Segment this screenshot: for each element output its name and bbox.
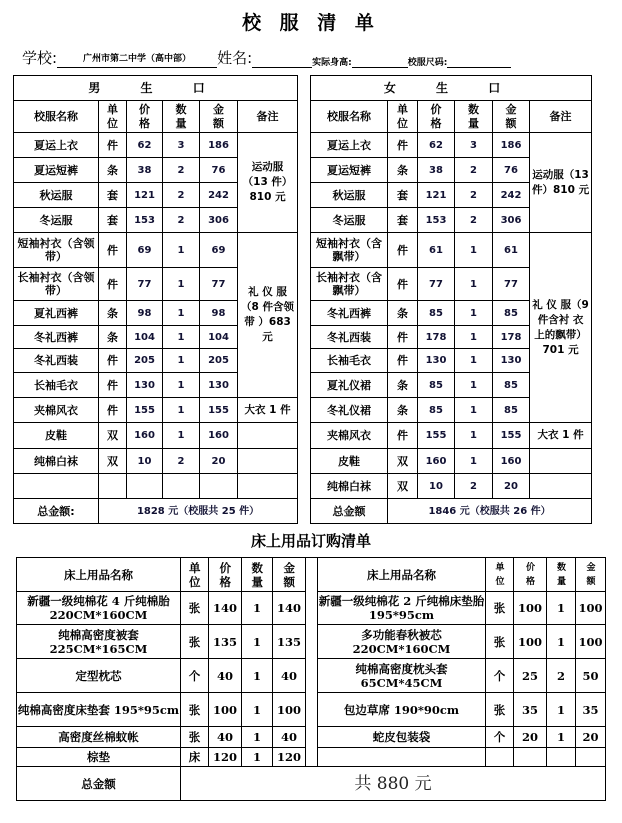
item-price: 160 xyxy=(127,423,163,449)
item-qty: 1 xyxy=(163,423,200,449)
bedding-name: 纯棉高密度被套 225CM*165CM xyxy=(17,625,181,659)
item-qty: 1 xyxy=(163,268,200,301)
item-remark: 运动服（13 件）810 元 xyxy=(530,133,592,233)
item-amount: 186 xyxy=(493,133,530,158)
item-amount: 20 xyxy=(493,474,530,499)
item-amount: 205 xyxy=(200,349,238,373)
column-header: 备注 xyxy=(238,101,298,133)
item-price: 69 xyxy=(127,233,163,268)
table-row xyxy=(311,133,592,158)
bedding-price xyxy=(514,748,547,767)
item-unit: 件 xyxy=(388,233,418,268)
column-header: 金额 xyxy=(493,101,530,133)
item-unit: 件 xyxy=(99,373,127,398)
item-price: 85 xyxy=(418,301,455,326)
item-amount: 306 xyxy=(493,208,530,233)
bedding-price: 120 xyxy=(209,748,242,767)
item-unit: 双 xyxy=(99,423,127,449)
column-header: 金额 xyxy=(273,558,306,592)
item-price: 85 xyxy=(418,373,455,398)
item-qty: 2 xyxy=(163,449,200,474)
item-unit: 条 xyxy=(388,373,418,398)
item-name: 冬礼西装 xyxy=(311,326,388,349)
school-value: 广州市第二中学（高中部） xyxy=(57,51,217,68)
item-price xyxy=(127,474,163,499)
table-row xyxy=(14,474,298,499)
bedding-price: 100 xyxy=(514,625,547,659)
item-name: 夏运上衣 xyxy=(14,133,99,158)
item-remark xyxy=(238,423,298,449)
item-name: 夏运短裤 xyxy=(311,158,388,183)
item-amount xyxy=(200,474,238,499)
column-header: 数量 xyxy=(547,558,576,592)
bedding-price: 40 xyxy=(209,659,242,693)
item-amount: 77 xyxy=(493,268,530,301)
item-price: 77 xyxy=(418,268,455,301)
bedding-name: 包边草席 190*90cm xyxy=(318,693,486,727)
item-amount: 130 xyxy=(493,349,530,373)
column-header: 数量 xyxy=(242,558,273,592)
item-unit: 套 xyxy=(99,183,127,208)
item-qty: 1 xyxy=(455,423,493,449)
bedding-qty: 1 xyxy=(547,592,576,625)
item-remark: 运动服（13 件）810 元 xyxy=(238,133,298,233)
item-name: 冬礼仪裙 xyxy=(311,398,388,423)
item-remark: 大衣 1 件 xyxy=(238,398,298,423)
item-price: 178 xyxy=(418,326,455,349)
size-field[interactable] xyxy=(447,51,511,68)
table-row xyxy=(14,423,298,449)
item-name: 夏运短裤 xyxy=(14,158,99,183)
bedding-unit: 张 xyxy=(486,693,514,727)
bedding-amount: 40 xyxy=(273,659,306,693)
item-unit: 条 xyxy=(388,301,418,326)
item-price: 62 xyxy=(127,133,163,158)
column-header: 数量 xyxy=(163,101,200,133)
bedding-qty: 1 xyxy=(242,727,273,748)
item-price: 10 xyxy=(127,449,163,474)
bedding-unit xyxy=(486,748,514,767)
item-name: 夹棉风衣 xyxy=(311,423,388,449)
item-price: 130 xyxy=(418,349,455,373)
bedding-name: 纯棉高密度枕头套 65CM*45CM xyxy=(318,659,486,693)
bedding-table xyxy=(16,557,606,801)
bedding-unit: 张 xyxy=(486,625,514,659)
bedding-name: 纯棉高密度床垫套 195*95cm xyxy=(17,693,181,727)
bedding-name: 定型枕芯 xyxy=(17,659,181,693)
total-value: 1828 元（校服共 25 件） xyxy=(99,499,298,524)
bedding-name: 新疆一级纯棉花 4 斤纯棉胎 220CM*160CM xyxy=(17,592,181,625)
bedding-qty: 2 xyxy=(547,659,576,693)
bedding-qty: 1 xyxy=(242,693,273,727)
bedding-qty: 1 xyxy=(242,592,273,625)
bedding-price: 20 xyxy=(514,727,547,748)
bedding-qty xyxy=(547,748,576,767)
item-amount: 98 xyxy=(200,301,238,326)
item-remark xyxy=(238,449,298,474)
item-price: 38 xyxy=(418,158,455,183)
bedding-name: 多功能春秋被芯 220CM*160CM xyxy=(318,625,486,659)
bedding-unit: 床 xyxy=(181,748,209,767)
item-qty: 1 xyxy=(455,301,493,326)
column-header: 床上用品名称 xyxy=(318,558,486,592)
bedding-unit: 张 xyxy=(181,625,209,659)
item-unit: 件 xyxy=(99,268,127,301)
item-price: 160 xyxy=(418,449,455,474)
column-header: 金额 xyxy=(576,558,606,592)
item-price: 38 xyxy=(127,158,163,183)
table-row xyxy=(311,423,592,449)
bedding-amount: 35 xyxy=(576,693,606,727)
item-name: 短袖衬衣（含飘带） xyxy=(311,233,388,268)
item-qty: 1 xyxy=(455,268,493,301)
size-label: 校服尺码: xyxy=(407,58,448,68)
item-qty: 1 xyxy=(455,398,493,423)
item-amount: 20 xyxy=(200,449,238,474)
item-amount: 242 xyxy=(200,183,238,208)
bedding-qty: 1 xyxy=(547,693,576,727)
bedding-amount: 100 xyxy=(576,592,606,625)
item-remark: 礼 仪 服（8 件含领 带 ）683 元 xyxy=(238,233,298,398)
item-qty: 1 xyxy=(163,233,200,268)
item-unit xyxy=(99,474,127,499)
item-qty: 2 xyxy=(455,474,493,499)
item-price: 130 xyxy=(127,373,163,398)
item-amount: 76 xyxy=(493,158,530,183)
item-unit: 双 xyxy=(99,449,127,474)
item-price: 155 xyxy=(127,398,163,423)
item-unit: 套 xyxy=(99,208,127,233)
column-header: 金额 xyxy=(200,101,238,133)
item-price: 155 xyxy=(418,423,455,449)
table-row xyxy=(14,233,298,268)
bedding-unit: 张 xyxy=(486,592,514,625)
item-amount: 85 xyxy=(493,398,530,423)
item-amount: 186 xyxy=(200,133,238,158)
bedding-unit: 张 xyxy=(181,727,209,748)
item-amount: 242 xyxy=(493,183,530,208)
item-price: 121 xyxy=(418,183,455,208)
bedding-qty: 1 xyxy=(242,748,273,767)
item-qty: 1 xyxy=(163,349,200,373)
column-header: 校服名称 xyxy=(14,101,99,133)
column-header: 单位 xyxy=(486,558,514,592)
name-label: 姓名: xyxy=(217,49,253,67)
bedding-price: 135 xyxy=(209,625,242,659)
item-unit: 件 xyxy=(99,133,127,158)
item-remark: 礼 仪 服（9 件含衬 衣 上的飘带）701 元 xyxy=(530,233,592,423)
item-remark xyxy=(530,474,592,499)
item-amount: 155 xyxy=(493,423,530,449)
item-unit: 条 xyxy=(388,398,418,423)
bedding-price: 25 xyxy=(514,659,547,693)
item-qty: 3 xyxy=(163,133,200,158)
column-header: 数量 xyxy=(455,101,493,133)
item-name: 皮鞋 xyxy=(14,423,99,449)
bedding-price: 40 xyxy=(209,727,242,748)
item-qty: 2 xyxy=(163,208,200,233)
item-name: 冬运服 xyxy=(14,208,99,233)
bedding-amount: 50 xyxy=(576,659,606,693)
item-amount: 155 xyxy=(200,398,238,423)
item-qty: 2 xyxy=(163,158,200,183)
column-header: 床上用品名称 xyxy=(17,558,181,592)
bedding-name: 高密度丝棉蚊帐 xyxy=(17,727,181,748)
page-title: 校 服 清 单 xyxy=(242,12,380,34)
item-name: 纯棉白袜 xyxy=(311,474,388,499)
item-amount: 178 xyxy=(493,326,530,349)
bedding-unit: 张 xyxy=(181,592,209,625)
item-unit: 件 xyxy=(388,423,418,449)
item-name: 皮鞋 xyxy=(311,449,388,474)
item-amount: 160 xyxy=(200,423,238,449)
student-info-line xyxy=(22,47,612,67)
bedding-price: 100 xyxy=(209,693,242,727)
item-qty: 1 xyxy=(455,449,493,474)
item-amount: 306 xyxy=(200,208,238,233)
item-name: 长袖衬衣（含飘带） xyxy=(311,268,388,301)
item-amount: 61 xyxy=(493,233,530,268)
item-unit: 条 xyxy=(99,301,127,326)
item-name: 长袖毛衣 xyxy=(14,373,99,398)
item-unit: 件 xyxy=(388,133,418,158)
total-label: 总金额 xyxy=(17,767,181,801)
section-header: 男 生 口 xyxy=(14,76,298,101)
item-price: 62 xyxy=(418,133,455,158)
total-label: 总金额 xyxy=(311,499,388,524)
bedding-amount: 120 xyxy=(273,748,306,767)
item-unit: 双 xyxy=(388,474,418,499)
item-qty xyxy=(163,474,200,499)
item-name: 纯棉白袜 xyxy=(14,449,99,474)
bedding-amount xyxy=(576,748,606,767)
bedding-unit: 张 xyxy=(181,693,209,727)
item-price: 77 xyxy=(127,268,163,301)
column-header: 单位 xyxy=(181,558,209,592)
item-unit: 件 xyxy=(388,268,418,301)
item-unit: 条 xyxy=(388,158,418,183)
item-name: 秋运服 xyxy=(14,183,99,208)
table-row xyxy=(311,233,592,268)
bedding-name: 新疆一级纯棉花 2 斤纯棉床垫胎 195*95cm xyxy=(318,592,486,625)
total-value: 共 880 元 xyxy=(181,767,606,801)
item-unit: 件 xyxy=(99,398,127,423)
total-label: 总金额: xyxy=(14,499,99,524)
bedding-name: 蛇皮包装袋 xyxy=(318,727,486,748)
item-unit: 件 xyxy=(388,349,418,373)
school-label: 学校: xyxy=(22,49,58,67)
table-row xyxy=(14,449,298,474)
height-field[interactable] xyxy=(352,51,408,68)
item-name: 秋运服 xyxy=(311,183,388,208)
item-name: 夏运上衣 xyxy=(311,133,388,158)
item-amount: 76 xyxy=(200,158,238,183)
item-remark xyxy=(530,449,592,474)
female-uniform-table xyxy=(310,75,592,524)
item-unit: 件 xyxy=(388,326,418,349)
bedding-unit: 个 xyxy=(181,659,209,693)
male-uniform-table xyxy=(13,75,298,524)
item-amount: 130 xyxy=(200,373,238,398)
item-price: 104 xyxy=(127,326,163,349)
table-row xyxy=(311,449,592,474)
item-qty: 2 xyxy=(163,183,200,208)
bedding-amount: 100 xyxy=(273,693,306,727)
column-gap xyxy=(306,558,318,767)
item-qty: 2 xyxy=(455,158,493,183)
item-qty: 1 xyxy=(455,349,493,373)
bedding-unit: 个 xyxy=(486,659,514,693)
item-remark: 大衣 1 件 xyxy=(530,423,592,449)
table-row xyxy=(14,398,298,423)
item-price: 121 xyxy=(127,183,163,208)
item-name xyxy=(14,474,99,499)
item-unit: 双 xyxy=(388,449,418,474)
column-header: 价格 xyxy=(418,101,455,133)
item-price: 153 xyxy=(127,208,163,233)
item-unit: 件 xyxy=(99,233,127,268)
column-header: 价格 xyxy=(514,558,547,592)
table-row xyxy=(14,133,298,158)
item-price: 85 xyxy=(418,398,455,423)
item-amount: 85 xyxy=(493,301,530,326)
item-unit: 套 xyxy=(388,183,418,208)
bedding-amount: 20 xyxy=(576,727,606,748)
height-label: 实际身高: xyxy=(312,58,352,68)
bedding-unit: 个 xyxy=(486,727,514,748)
item-qty: 1 xyxy=(163,373,200,398)
item-price: 98 xyxy=(127,301,163,326)
item-name: 长袖毛衣 xyxy=(311,349,388,373)
bedding-amount: 140 xyxy=(273,592,306,625)
bedding-qty: 1 xyxy=(547,625,576,659)
item-amount: 85 xyxy=(493,373,530,398)
item-qty: 1 xyxy=(455,326,493,349)
item-name: 长袖衬衣（含领带） xyxy=(14,268,99,301)
column-header: 单位 xyxy=(388,101,418,133)
item-qty: 2 xyxy=(455,208,493,233)
item-name: 冬礼西装 xyxy=(14,349,99,373)
item-qty: 1 xyxy=(163,326,200,349)
item-amount: 77 xyxy=(200,268,238,301)
section-header: 女 生 口 xyxy=(311,76,592,101)
name-field[interactable] xyxy=(252,51,312,68)
bedding-title: 床上用品订购清单 xyxy=(250,532,371,550)
bedding-name: 棕垫 xyxy=(17,748,181,767)
item-unit: 件 xyxy=(99,349,127,373)
table-row xyxy=(311,474,592,499)
item-qty: 2 xyxy=(455,183,493,208)
bedding-name xyxy=(318,748,486,767)
item-qty: 1 xyxy=(163,301,200,326)
column-header: 备注 xyxy=(530,101,592,133)
item-name: 短袖衬衣（含领带） xyxy=(14,233,99,268)
bedding-price: 140 xyxy=(209,592,242,625)
bedding-price: 35 xyxy=(514,693,547,727)
column-header: 单位 xyxy=(99,101,127,133)
item-name: 冬运服 xyxy=(311,208,388,233)
item-amount: 104 xyxy=(200,326,238,349)
bedding-price: 100 xyxy=(514,592,547,625)
bedding-amount: 100 xyxy=(576,625,606,659)
item-qty: 1 xyxy=(455,233,493,268)
item-qty: 1 xyxy=(163,398,200,423)
total-value: 1846 元（校服共 26 件） xyxy=(388,499,592,524)
item-qty: 1 xyxy=(455,373,493,398)
item-price: 205 xyxy=(127,349,163,373)
item-unit: 套 xyxy=(388,208,418,233)
item-name: 夏礼仪裙 xyxy=(311,373,388,398)
bedding-qty: 1 xyxy=(242,659,273,693)
bedding-qty: 1 xyxy=(547,727,576,748)
item-qty: 3 xyxy=(455,133,493,158)
bedding-amount: 135 xyxy=(273,625,306,659)
item-name: 夹棉风衣 xyxy=(14,398,99,423)
item-remark xyxy=(238,474,298,499)
item-name: 冬礼西裤 xyxy=(14,326,99,349)
column-header: 价格 xyxy=(127,101,163,133)
item-amount: 69 xyxy=(200,233,238,268)
item-price: 153 xyxy=(418,208,455,233)
item-name: 夏礼西裤 xyxy=(14,301,99,326)
item-unit: 条 xyxy=(99,326,127,349)
bedding-amount: 40 xyxy=(273,727,306,748)
item-price: 61 xyxy=(418,233,455,268)
item-amount: 160 xyxy=(493,449,530,474)
column-header: 校服名称 xyxy=(311,101,388,133)
bedding-qty: 1 xyxy=(242,625,273,659)
column-header: 价格 xyxy=(209,558,242,592)
item-name: 冬礼西裤 xyxy=(311,301,388,326)
item-price: 10 xyxy=(418,474,455,499)
item-unit: 条 xyxy=(99,158,127,183)
